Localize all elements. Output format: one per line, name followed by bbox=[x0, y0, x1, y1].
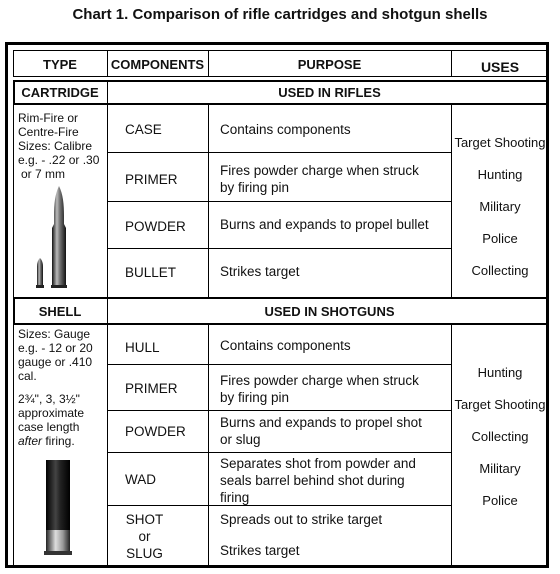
use-item: Collecting bbox=[471, 429, 529, 444]
cartridge-section-label: USED IN RIFLES bbox=[278, 85, 381, 100]
shell-purpose-shot: Spreads out to strike target bbox=[220, 512, 383, 527]
cartridge-desc-line: Sizes: Calibre bbox=[18, 139, 93, 153]
chart-title: Chart 1. Comparison of rifle cartridges and shotgun shells bbox=[72, 6, 488, 23]
note-tail: firing. bbox=[42, 434, 75, 448]
header-purpose: PURPOSE bbox=[297, 57, 362, 72]
shell-component: HULL bbox=[125, 340, 160, 355]
shell-component: POWDER bbox=[125, 424, 186, 439]
purpose-line: firing bbox=[220, 490, 250, 505]
purpose-line: or slug bbox=[220, 432, 261, 447]
use-item: Military bbox=[479, 199, 521, 214]
shell-note-line bbox=[18, 434, 106, 448]
shell-purpose-slug: Strikes target bbox=[220, 543, 300, 558]
shell-description bbox=[18, 327, 106, 383]
shell-desc-line: cal. bbox=[18, 369, 37, 383]
shotgun-shell-illustration bbox=[42, 458, 74, 558]
cartridge-type-label: CARTRIDGE bbox=[21, 85, 99, 100]
shell-purpose bbox=[220, 414, 422, 448]
shotgun-shell-icon bbox=[44, 460, 72, 555]
cartridge-component: PRIMER bbox=[125, 172, 178, 187]
purpose-line: seals barrel behind shot during bbox=[220, 473, 405, 488]
component-line: SHOT bbox=[125, 512, 164, 527]
cartridge-purpose bbox=[220, 162, 419, 196]
cartridge-component: BULLET bbox=[125, 265, 177, 280]
purpose-line: Fires powder charge when struck bbox=[220, 373, 419, 388]
shell-section-label: USED IN SHOTGUNS bbox=[264, 304, 395, 319]
cartridge-component: POWDER bbox=[125, 219, 186, 234]
cartridge-component: CASE bbox=[125, 122, 162, 137]
purpose-line: Separates shot from powder and bbox=[220, 456, 416, 471]
purpose-line: Burns and expands to propel shot bbox=[220, 415, 422, 430]
purpose-line: by firing pin bbox=[220, 180, 290, 195]
shell-type-label: SHELL bbox=[38, 304, 82, 319]
shell-note-line: 2¾", 3, 3½" bbox=[18, 392, 80, 406]
italic-after: after bbox=[18, 434, 43, 448]
cartridge-purpose: Strikes target bbox=[220, 264, 300, 279]
use-item: Police bbox=[482, 231, 518, 246]
cartridge-desc-line: Rim-Fire or bbox=[18, 111, 78, 125]
use-item: Target Shooting bbox=[454, 397, 546, 412]
component-line: or bbox=[138, 529, 151, 544]
shell-component: WAD bbox=[125, 472, 156, 487]
shell-purpose bbox=[220, 455, 416, 506]
cartridge-desc-line: or 7 mm bbox=[21, 167, 66, 181]
shell-length-note bbox=[18, 392, 106, 448]
cartridge-desc-line: e.g. - .22 or .30 bbox=[18, 153, 100, 167]
purpose-line: Fires powder charge when struck bbox=[220, 163, 419, 178]
use-item: Military bbox=[479, 461, 521, 476]
cartridge-purpose: Contains components bbox=[220, 122, 351, 137]
use-item: Hunting bbox=[477, 167, 523, 182]
shell-note-line: case length bbox=[18, 420, 80, 434]
use-item: Hunting bbox=[477, 365, 523, 380]
small-rimfire-cartridge-icon bbox=[36, 258, 44, 288]
cartridge-purpose: Burns and expands to propel bullet bbox=[220, 217, 429, 232]
header-components: COMPONENTS bbox=[110, 57, 205, 72]
shell-desc-line: Sizes: Gauge bbox=[18, 327, 91, 341]
shell-component-shot-or-slug bbox=[107, 511, 182, 562]
cartridge-description bbox=[18, 111, 106, 181]
use-item: Collecting bbox=[471, 263, 529, 278]
shell-purpose: Contains components bbox=[220, 338, 351, 353]
use-item: Police bbox=[482, 493, 518, 508]
header-uses: USES bbox=[480, 59, 520, 75]
purpose-line: by firing pin bbox=[220, 390, 290, 405]
shell-component: PRIMER bbox=[125, 381, 178, 396]
shell-desc-line: gauge or .410 bbox=[18, 355, 93, 369]
large-rifle-cartridge-icon bbox=[51, 186, 67, 288]
shell-note-line: approximate bbox=[18, 406, 85, 420]
use-item: Target Shooting bbox=[454, 135, 546, 150]
header-type: TYPE bbox=[43, 57, 77, 72]
cartridge-uses bbox=[451, 127, 549, 287]
shell-purpose bbox=[220, 372, 419, 406]
shell-uses bbox=[451, 357, 549, 517]
cartridge-desc-line: Centre-Fire bbox=[18, 125, 79, 139]
shell-desc-line: e.g. - 12 or 20 bbox=[18, 341, 93, 355]
component-line: SLUG bbox=[126, 546, 163, 561]
rifle-cartridges-illustration bbox=[30, 182, 90, 292]
